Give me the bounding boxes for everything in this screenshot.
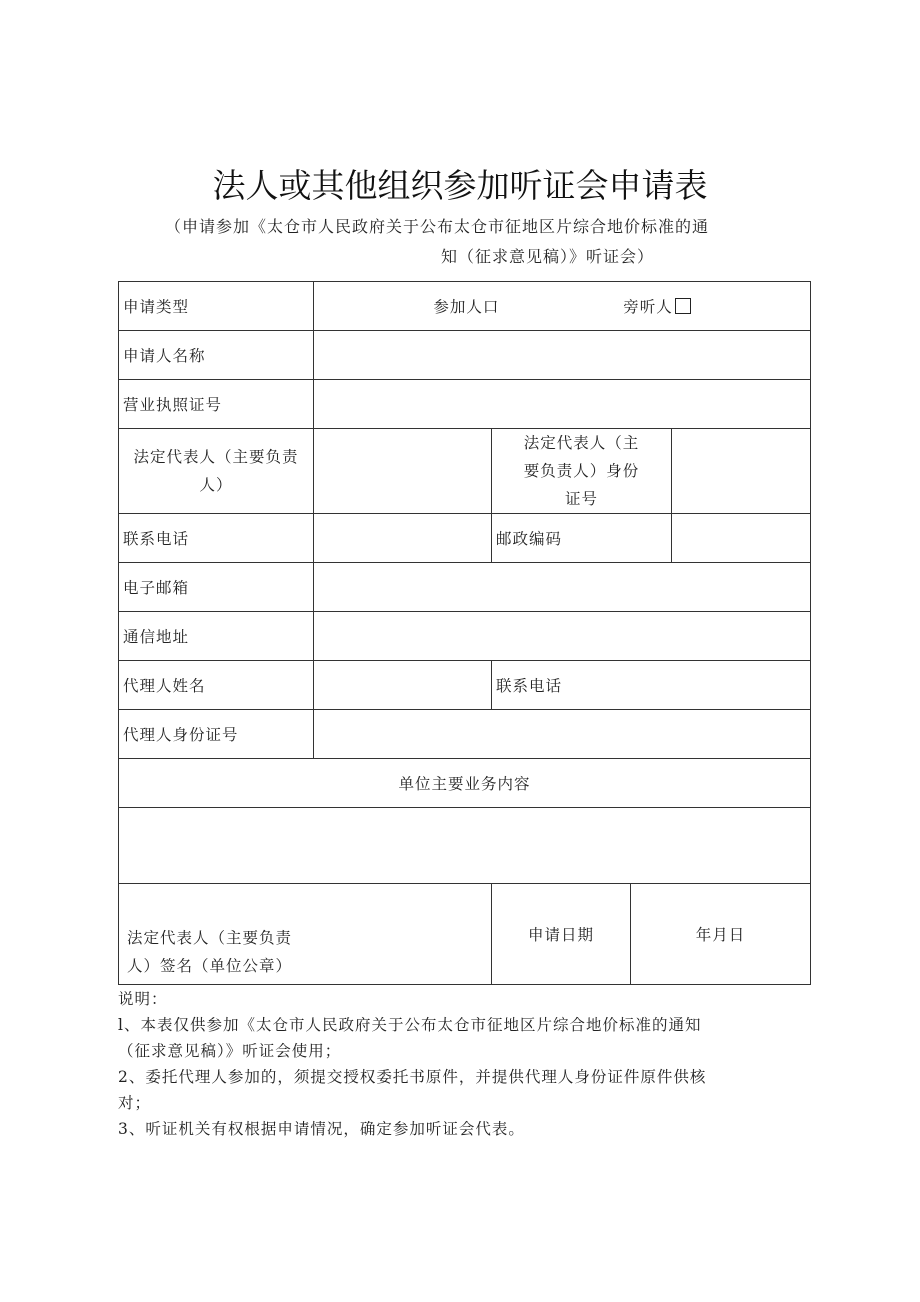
apply-type-label: 申请类型 xyxy=(119,282,314,331)
signature-label-line-2: 人）签名（单位公章） xyxy=(127,957,293,975)
application-form xyxy=(118,281,811,985)
note-item-2-line-2: 对； xyxy=(118,1094,152,1112)
agent-id-label: 代理人身份证号 xyxy=(119,710,314,759)
subtitle-line-1: （申请参加《太仓市人民政府关于公布太仓市征地区片综合地价标准的通 xyxy=(165,217,710,236)
row-license-no xyxy=(119,380,811,429)
agent-name-label: 代理人姓名 xyxy=(119,661,314,710)
date-value: 年月日 xyxy=(695,926,746,944)
row-agent-id xyxy=(119,710,811,759)
business-label: 单位主要业务内容 xyxy=(119,759,811,808)
option-observe[interactable] xyxy=(623,298,691,316)
note-item-1-line-2: （征求意见稿）》听证会使用； xyxy=(118,1042,342,1060)
license-no-field[interactable] xyxy=(314,380,811,429)
email-label: 电子邮箱 xyxy=(119,563,314,612)
row-address xyxy=(119,612,811,661)
business-content-field[interactable] xyxy=(119,808,811,884)
row-legal-rep xyxy=(119,429,811,514)
postcode-field[interactable] xyxy=(672,514,811,563)
option-attend[interactable]: 参加人口 xyxy=(433,298,500,316)
row-signature xyxy=(119,884,811,985)
notes-section xyxy=(118,986,798,1142)
legal-rep-id-label-line-2: 要负责人）身份 xyxy=(523,462,640,480)
legal-rep-id-field[interactable] xyxy=(672,429,811,514)
agent-id-field[interactable] xyxy=(314,710,811,759)
row-applicant-name xyxy=(119,331,811,380)
legal-rep-id-label-line-3: 证号 xyxy=(564,490,598,508)
legal-rep-field[interactable] xyxy=(314,429,492,514)
legal-rep-id-label xyxy=(492,429,672,514)
row-apply-type xyxy=(119,282,811,331)
signature-cell[interactable] xyxy=(119,884,492,985)
agent-phone-label: 联系电话 xyxy=(492,661,811,710)
note-item-2-line-1: 2、委托代理人参加的，须提交授权委托书原件，并提供代理人身份证件原件供核 xyxy=(118,1068,707,1086)
row-email xyxy=(119,563,811,612)
license-no-label: 营业执照证号 xyxy=(119,380,314,429)
apply-type-options xyxy=(314,282,811,331)
row-business-heading xyxy=(119,759,811,808)
legal-rep-label-line-2: 人） xyxy=(199,476,233,494)
signature-label-line-1: 法定代表人（主要负责 xyxy=(127,929,293,947)
page-subtitle xyxy=(165,212,775,272)
applicant-name-field[interactable] xyxy=(314,331,811,380)
option-observe-label: 旁听人 xyxy=(623,298,673,316)
legal-rep-label-line-1: 法定代表人（主要负责 xyxy=(133,448,299,466)
apply-date-field[interactable] xyxy=(631,884,811,985)
email-field[interactable] xyxy=(314,563,811,612)
postcode-label: 邮政编码 xyxy=(492,514,672,563)
apply-date-label: 申请日期 xyxy=(492,884,631,985)
agent-name-field[interactable] xyxy=(314,661,492,710)
row-phone-postcode xyxy=(119,514,811,563)
row-business-content xyxy=(119,808,811,884)
applicant-name-label: 申请人名称 xyxy=(119,331,314,380)
legal-rep-label xyxy=(119,429,314,514)
note-item-1-line-1: l、本表仅供参加《太仓市人民政府关于公布太仓市征地区片综合地价标准的通知 xyxy=(118,1016,702,1034)
phone-field[interactable] xyxy=(314,514,492,563)
phone-label: 联系电话 xyxy=(119,514,314,563)
note-item-3: 3、听证机关有权根据申请情况，确定参加听证会代表。 xyxy=(118,1120,525,1138)
address-label: 通信地址 xyxy=(119,612,314,661)
notes-heading: 说明： xyxy=(118,990,168,1008)
subtitle-line-2: 知（征求意见稿）》听证会） xyxy=(440,247,654,266)
observe-checkbox[interactable] xyxy=(675,298,691,314)
row-agent xyxy=(119,661,811,710)
page-title: 法人或其他组织参加听证会申请表 xyxy=(212,166,708,205)
legal-rep-id-label-line-1: 法定代表人（主 xyxy=(523,434,640,452)
address-field[interactable] xyxy=(314,612,811,661)
